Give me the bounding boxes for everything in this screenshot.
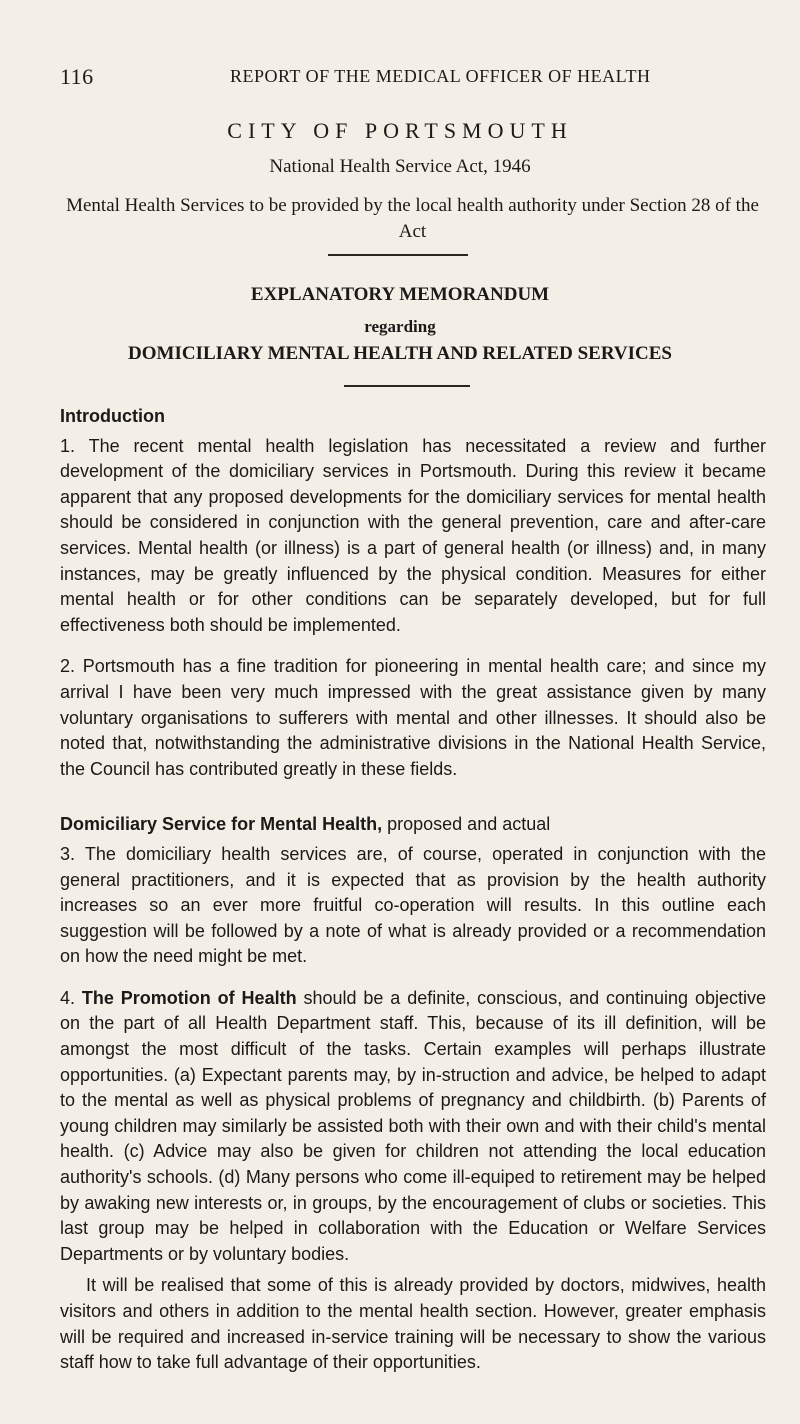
domiciliary-heading bbox=[60, 812, 766, 838]
purpose-text: Mental Health Services to be provided by the local health authority under Section 28 of the Act bbox=[66, 195, 759, 242]
intro-heading: Introduction bbox=[60, 406, 165, 426]
paragraph-2: 2. Portsmouth has a fine tradition for pioneering in mental health care; and since my arrival I have been very much impressed with the great assistance given by many voluntary organisations to sufferers with mental and other illnesses. It should also be noted that, notwithstanding the administrative divisions in the National Health Service, the Council has contributed greatly in these fields. bbox=[60, 656, 766, 779]
memorandum-body bbox=[60, 404, 766, 1376]
city-title: CITY OF PORTSMOUTH bbox=[227, 118, 573, 143]
paragraph-4-number: 4. bbox=[60, 987, 82, 1008]
domiciliary-heading-rest: proposed and actual bbox=[382, 814, 551, 835]
act-title: National Health Service Act, 1946 bbox=[269, 156, 531, 177]
paragraph-5: It will be realised that some of this is already provided by doctors, midwives, health visitors and others in addition to the mental health section. However, greater emphasis will be required and increased in-service training will be necessary to show the various staff how to take full advantage of their opportunities. bbox=[60, 1275, 766, 1373]
regarding-label: regarding bbox=[364, 317, 436, 336]
paragraph-1: 1. The recent mental health legislation has necessitated a review and further development of the domiciliary services in Portsmouth. During this review it became apparent that any proposed developments for the domiciliary services for mental health should be considered in conjunction with the general prevention, care and after-care services. Mental health (or illness) is a part of general health (or illness) and, in many instances, may be greatly influenced by the physical condition. Measures for either mental health or for other conditions can be separately developed, but for full effectiveness both should be implemented. bbox=[60, 435, 766, 635]
memorandum-title: EXPLANATORY MEMORANDUM bbox=[250, 284, 550, 305]
running-title: REPORT OF THE MEDICAL OFFICER OF HEALTH bbox=[230, 66, 651, 86]
paragraph-4 bbox=[60, 986, 766, 1268]
divider-bottom bbox=[344, 385, 470, 387]
paragraph-4-text: should be a definite, conscious, and continuing objective on the part of all Health Department staff. This, because of its ill definition, will be amongst the most difficult of the tasks. Certain examples will perhaps illustrate opportunities. (a) Expectant parents may, by in-struction and advice, be helped to adapt to the mental as well as physical problems of pregnancy and childbirth. (b) Parents of young children may similarly be assisted both with their own and with their child's mental health. (c) Advice may also be given for children not attending the local education authority's schools. (d) Many persons who come ill-equiped to retirement may be helped by awaking new interests or, in groups, by the encouragement of clubs or societies. This last group may be helped in collaboration with the Education or Welfare Services Departments or by voluntary bodies. bbox=[60, 987, 766, 1264]
subject-title: DOMICILIARY MENTAL HEALTH AND RELATED SERVICES bbox=[128, 343, 672, 364]
divider-top bbox=[328, 254, 468, 256]
paragraph-3: 3. The domiciliary health services are, of course, operated in conjunction with the general practitioners, and it is expected that as provision by the health authority increases so an ever more fruitful co-operation will results. In this outline each suggestion will be followed by a note of what is already provided or a recommendation on how the need might be met. bbox=[60, 843, 766, 967]
page-number: 116 bbox=[60, 64, 94, 89]
domiciliary-heading-bold: Domiciliary Service for Mental Health, bbox=[60, 814, 383, 835]
promotion-of-health-heading: The Promotion of Health bbox=[81, 987, 297, 1008]
